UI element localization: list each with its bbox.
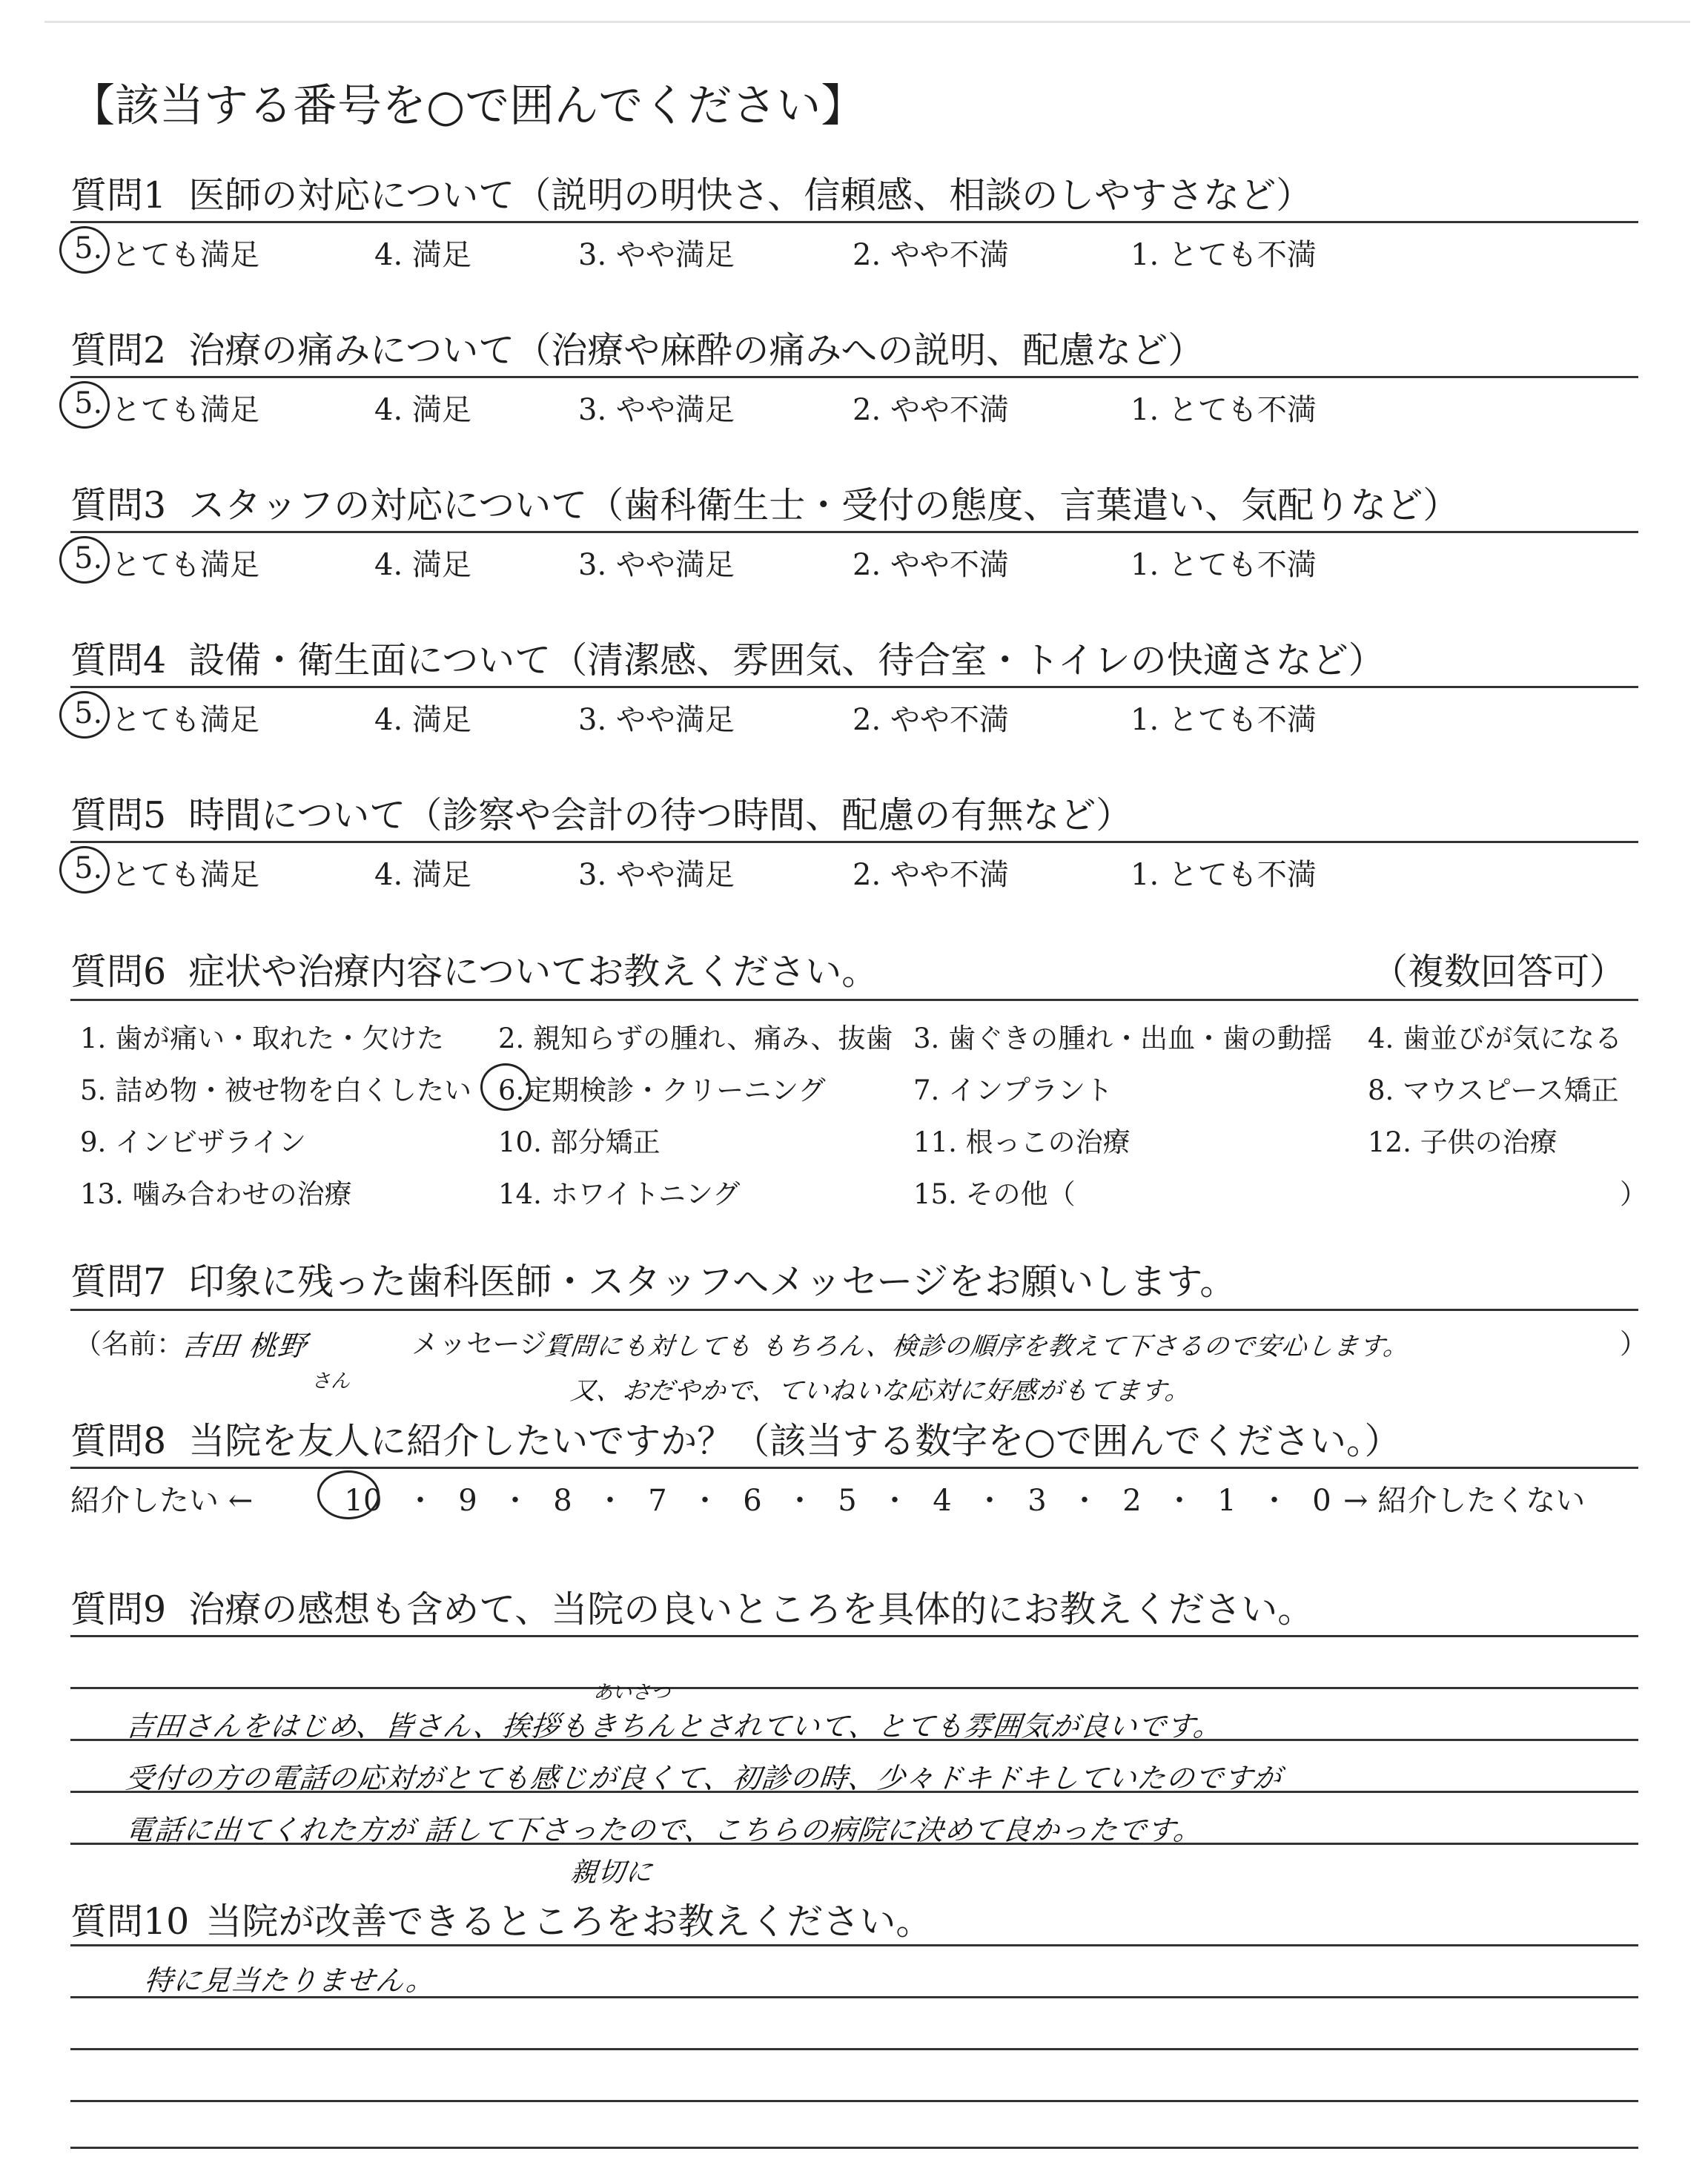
q7-name-handwriting: 吉田 桃野 bbox=[179, 1330, 309, 1362]
q7-name-suffix: さん bbox=[311, 1370, 351, 1393]
q5-opt-5-number[interactable]: 5. bbox=[74, 851, 103, 885]
q5-title bbox=[70, 787, 1132, 839]
q4-selected-circle bbox=[59, 691, 110, 739]
q10-rule-5 bbox=[70, 2147, 1638, 2149]
q9-text: 治療の感想も含めて、当院の良いところを具体的にお教えください。 bbox=[188, 1588, 1314, 1631]
q6-note: （複数回答可） bbox=[1371, 951, 1626, 993]
q9-inserted-word: 親切に bbox=[569, 1857, 655, 1888]
q8-scale-10[interactable]: 10 bbox=[344, 1484, 383, 1518]
q6-choice-7[interactable]: 7. インプラント bbox=[913, 1074, 1113, 1106]
q3-opt-4[interactable]: 4. 満足 bbox=[374, 548, 471, 582]
q6-choice-15[interactable]: 15. その他（ bbox=[913, 1178, 1076, 1210]
q9-title bbox=[70, 1581, 1314, 1633]
q5-opt-2[interactable]: 2. やや不満 bbox=[853, 858, 1009, 892]
q1-opt-4[interactable]: 4. 満足 bbox=[374, 238, 471, 272]
q4-opt-3[interactable]: 3. やや満足 bbox=[578, 703, 735, 737]
q1-label: 質問1 bbox=[70, 174, 167, 217]
q9-answer-line2: 受付の方の電話の応対がとても感じが良くて、初診の時、少々ドキドキしていたのですが bbox=[124, 1762, 1284, 1794]
q6-choice-11[interactable]: 11. 根っこの治療 bbox=[913, 1126, 1131, 1158]
q2-title bbox=[70, 322, 1204, 374]
q7-text: 印象に残った歯科医師・スタッフへメッセージをお願いします。 bbox=[188, 1261, 1237, 1303]
q3-opt-5-label[interactable]: とても満足 bbox=[111, 548, 259, 582]
q10-rule-3 bbox=[70, 2048, 1638, 2050]
q6-label: 質問6 bbox=[70, 951, 167, 993]
q3-rule bbox=[70, 531, 1638, 533]
q1-rule bbox=[70, 221, 1638, 223]
q8-scale-dot: ・ bbox=[880, 1484, 910, 1518]
q8-scale-dot: ・ bbox=[1070, 1484, 1099, 1518]
q10-rule-2 bbox=[70, 1996, 1638, 1998]
q9-label: 質問9 bbox=[70, 1588, 167, 1631]
q8-scale-3[interactable]: 3 bbox=[1027, 1484, 1047, 1518]
q4-opt-4[interactable]: 4. 満足 bbox=[374, 703, 471, 737]
q3-opt-3[interactable]: 3. やや満足 bbox=[578, 548, 735, 582]
q10-answer: 特に見当たりません。 bbox=[142, 1964, 437, 1997]
q1-selected-circle bbox=[59, 226, 110, 274]
q10-text: 当院が改善できるところをお教えください。 bbox=[205, 1900, 933, 1943]
q8-scale-5[interactable]: 5 bbox=[838, 1484, 857, 1518]
q8-scale-dot: ・ bbox=[500, 1484, 530, 1518]
q8-scale-dot: ・ bbox=[690, 1484, 720, 1518]
q1-opt-5-label[interactable]: とても満足 bbox=[111, 238, 259, 272]
q8-rule bbox=[70, 1467, 1638, 1469]
q1-opt-3[interactable]: 3. やや満足 bbox=[578, 238, 735, 272]
q6-title bbox=[70, 943, 878, 995]
q8-scale-9[interactable]: 9 bbox=[458, 1484, 477, 1518]
q5-text: 時間について（診察や会計の待つ時間、配慮の有無など） bbox=[188, 794, 1133, 836]
q7-message-line2: 又、おだやかで、ていねいな応対に好感がもてます。 bbox=[569, 1376, 1193, 1406]
q10-rule-1 bbox=[70, 1944, 1638, 1946]
q4-opt-5-label[interactable]: とても満足 bbox=[111, 703, 259, 737]
q10-title bbox=[70, 1893, 932, 1945]
q8-scale-dot: ・ bbox=[406, 1484, 435, 1518]
q4-opt-1[interactable]: 1. とても不満 bbox=[1131, 703, 1317, 737]
q2-label: 質問2 bbox=[70, 329, 167, 371]
q4-opt-2[interactable]: 2. やや不満 bbox=[853, 703, 1009, 737]
q6-choice-1[interactable]: 1. 歯が痛い・取れた・欠けた bbox=[80, 1023, 445, 1054]
q6-choice-15-close: ） bbox=[1620, 1178, 1647, 1210]
q10-rule-4 bbox=[70, 2100, 1638, 2102]
q2-opt-5-number[interactable]: 5. bbox=[74, 386, 103, 420]
q3-text: スタッフの対応について（歯科衛生士・受付の態度、言葉遣い、気配りなど） bbox=[188, 484, 1460, 526]
q8-scale-6[interactable]: 6 bbox=[743, 1484, 762, 1518]
q6-choice-9[interactable]: 9. インビザライン bbox=[80, 1126, 306, 1158]
q5-label: 質問5 bbox=[70, 794, 167, 836]
q3-opt-1[interactable]: 1. とても不満 bbox=[1131, 548, 1317, 582]
q5-opt-4[interactable]: 4. 満足 bbox=[374, 858, 471, 892]
q6-choice-5[interactable]: 5. 詰め物・被せ物を白くしたい bbox=[80, 1074, 472, 1106]
q1-opt-5-number[interactable]: 5. bbox=[74, 231, 103, 265]
q8-selected-circle bbox=[317, 1470, 380, 1519]
q6-text: 症状や治療内容についてお教えください。 bbox=[188, 951, 878, 993]
q7-message-close: ） bbox=[1620, 1328, 1647, 1360]
q8-scale-dot: ・ bbox=[785, 1484, 815, 1518]
q10-label: 質問10 bbox=[70, 1900, 190, 1943]
q6-choice-6[interactable] bbox=[498, 1068, 826, 1108]
q3-title bbox=[70, 477, 1459, 529]
q5-opt-5-label[interactable]: とても満足 bbox=[111, 858, 259, 892]
q8-label: 質問8 bbox=[70, 1420, 167, 1462]
q3-label: 質問3 bbox=[70, 484, 167, 526]
q4-text: 設備・衛生面について（清潔感、雰囲気、待合室・トイレの快適さなど） bbox=[188, 639, 1385, 681]
q1-title bbox=[70, 167, 1312, 219]
q6-choice-6-number: 6. bbox=[498, 1074, 525, 1106]
q5-selected-circle bbox=[59, 846, 110, 894]
q1-text: 医師の対応について（説明の明快さ、信頼感、相談のしやすさなど） bbox=[188, 174, 1313, 217]
q3-selected-circle bbox=[59, 536, 110, 584]
q8-title bbox=[70, 1413, 1400, 1464]
top-border bbox=[44, 21, 1690, 23]
q2-opt-5-label[interactable]: とても満足 bbox=[111, 393, 259, 427]
q7-label: 質問7 bbox=[70, 1261, 167, 1303]
q5-opt-3[interactable]: 3. やや満足 bbox=[578, 858, 735, 892]
q5-opt-1[interactable]: 1. とても不満 bbox=[1131, 858, 1317, 892]
q8-scale-dot: ・ bbox=[1165, 1484, 1194, 1518]
q4-opt-5-number[interactable]: 5. bbox=[74, 696, 103, 730]
q7-title bbox=[70, 1253, 1236, 1305]
q2-rule bbox=[70, 376, 1638, 378]
q8-scale-dot: ・ bbox=[975, 1484, 1004, 1518]
q6-choice-6-label: 定期検診・クリーニング bbox=[524, 1074, 826, 1106]
q3-opt-5-number[interactable]: 5. bbox=[74, 541, 103, 575]
q9-rule-1 bbox=[70, 1635, 1638, 1637]
q6-choice-4[interactable]: 4. 歯並びが気になる bbox=[1368, 1023, 1623, 1054]
q6-choice-12[interactable]: 12. 子供の治療 bbox=[1368, 1126, 1558, 1158]
q3-opt-2[interactable]: 2. やや不満 bbox=[853, 548, 1009, 582]
q2-opt-4[interactable]: 4. 満足 bbox=[374, 393, 471, 427]
q1-opt-2[interactable]: 2. やや不満 bbox=[853, 238, 1009, 272]
q6-selected-circle bbox=[480, 1063, 531, 1111]
q6-choice-14[interactable]: 14. ホワイトニング bbox=[498, 1178, 741, 1210]
q6-choice-2[interactable]: 2. 親知らずの腫れ、痛み、抜歯 bbox=[498, 1023, 893, 1054]
q8-scale-1[interactable]: 1 bbox=[1217, 1484, 1237, 1518]
q9-answer-line3: 電話に出てくれた方が 話して下さったので、こちらの病院に決めて良かったです。 bbox=[124, 1814, 1205, 1846]
page-title: 【該当する番号を○で囲んでください】 bbox=[70, 80, 866, 132]
q8-scale-dot: ・ bbox=[1260, 1484, 1289, 1518]
q9-answer-line1: 吉田さんをはじめ、皆さん、挨拶もきちんとされていて、とても雰囲気が良いです。 bbox=[124, 1710, 1224, 1743]
q7-name-label: （名前： bbox=[74, 1328, 184, 1360]
q8-scale bbox=[330, 1477, 1345, 1519]
q2-opt-1[interactable]: 1. とても不満 bbox=[1131, 393, 1317, 427]
q6-choice-3[interactable]: 3. 歯ぐきの腫れ・出血・歯の動揺 bbox=[913, 1023, 1333, 1054]
q7-rule bbox=[70, 1309, 1638, 1311]
q7-message-label: メッセージ： bbox=[411, 1328, 575, 1360]
q7-message-line1: 質問にも対しても もちろん、検診の順序を教えて下さるので安心します。 bbox=[543, 1332, 1411, 1361]
q8-left-label: 紹介したい ← bbox=[70, 1484, 254, 1518]
q2-opt-3[interactable]: 3. やや満足 bbox=[578, 393, 735, 427]
q2-text: 治療の痛みについて（治療や麻酔の痛みへの説明、配慮など） bbox=[188, 329, 1205, 371]
q2-opt-2[interactable]: 2. やや不満 bbox=[853, 393, 1009, 427]
q8-text: 当院を友人に紹介したいですか？（該当する数字を○で囲んでください。） bbox=[188, 1420, 1401, 1462]
q5-rule bbox=[70, 841, 1638, 843]
q8-right-label: → 紹介したくない bbox=[1343, 1484, 1586, 1518]
q6-choice-13[interactable]: 13. 噛み合わせの治療 bbox=[80, 1178, 352, 1210]
q6-choice-8[interactable]: 8. マウスピース矯正 bbox=[1368, 1074, 1619, 1106]
q8-scale-4[interactable]: 4 bbox=[933, 1484, 952, 1518]
q8-scale-0[interactable]: 0 bbox=[1312, 1484, 1331, 1518]
q8-scale-7[interactable]: 7 bbox=[648, 1484, 667, 1518]
q2-selected-circle bbox=[59, 381, 110, 429]
q9-furigana: あいさつ bbox=[593, 1682, 671, 1704]
q4-label: 質問4 bbox=[70, 639, 167, 681]
q6-choice-10[interactable]: 10. 部分矯正 bbox=[498, 1126, 661, 1158]
q4-rule bbox=[70, 686, 1638, 688]
q8-scale-dot: ・ bbox=[595, 1484, 625, 1518]
q1-opt-1[interactable]: 1. とても不満 bbox=[1131, 238, 1317, 272]
q8-scale-2[interactable]: 2 bbox=[1122, 1484, 1142, 1518]
q6-rule bbox=[70, 999, 1638, 1001]
q4-title bbox=[70, 632, 1385, 684]
q9-rule-2 bbox=[70, 1687, 1638, 1689]
q8-scale-8[interactable]: 8 bbox=[553, 1484, 572, 1518]
